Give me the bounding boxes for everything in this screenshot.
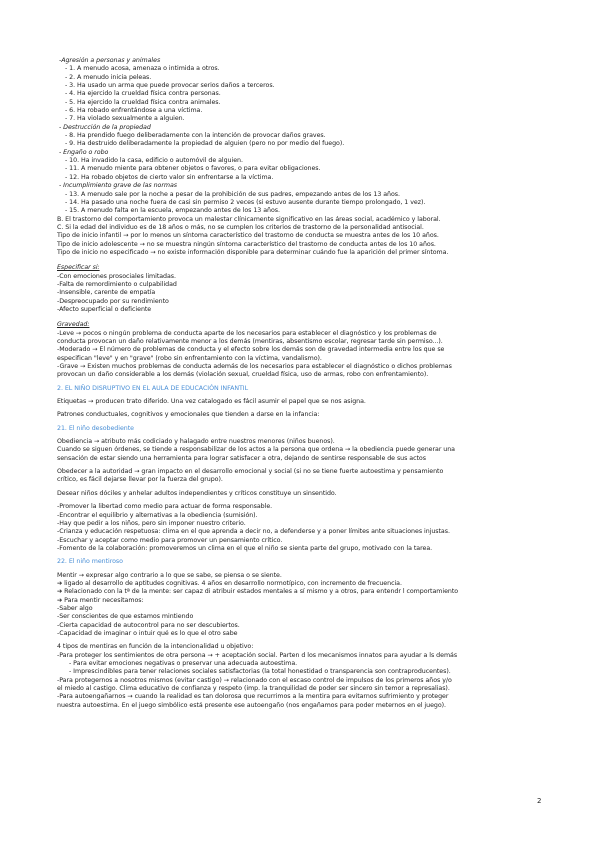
text-line: crítico, es fácil dejarse llevar por la fuerza del grupo). bbox=[57, 476, 223, 484]
text-line: -Grave → Existen muchos problemas de conducta además de los necesarios para establecer el diagnóstico o dichos problemas bbox=[57, 363, 452, 371]
text-line: especifican "leve" y en "grave" (robo sin enfrentamiento con la víctima, vandalismo). bbox=[57, 354, 322, 362]
text-line: - 4. Ha ejercido la crueldad física contra personas. bbox=[65, 90, 221, 98]
text-line: -Leve → pocos o ningún problema de conducta aparte de los necesarios para establecer el diagnóstico y los problemas de bbox=[57, 329, 437, 337]
text-line: -Agresión a personas y animales bbox=[59, 57, 161, 64]
text-line: - 8. Ha prendido fuego deliberadamente con la intención de provocar daños graves. bbox=[65, 132, 326, 140]
text-line: -Moderado → El número de problemas de conducta y el efecto sobre los demás son de gravedad intermedia entre los que se bbox=[57, 346, 445, 354]
text-line: ➔ Relacionado con la tª de la mente: ser capaz di atribuir estados mentales a sí mismo y a otros, para entendr l comportamiento bbox=[57, 588, 459, 596]
text-line: Desear niños dóciles y anhelar adultos independientes y críticos constituye un sinsentido. bbox=[57, 489, 337, 497]
text-line: -Promover la libertad como medio para actuar de forma responsable. bbox=[57, 503, 273, 511]
text-line: -Para proteger los sentimientos de otra persona → + aceptación social. Parten d los mecanismos innatos para ayudar a ls demás bbox=[57, 651, 458, 659]
text-line: - Para evitar emociones negativas o preservar una adecuada autoestima. bbox=[69, 660, 298, 667]
text-line: Cuando se siguen órdenes, se tiende a responsabilizar de los actos a la persona que ordena → la obediencia puede generar una bbox=[57, 446, 455, 454]
text-line: Obediencia → atributo más codiciado y halagado entre nuestros menores (niños buenos). bbox=[57, 438, 335, 446]
spacer bbox=[57, 257, 545, 264]
text-line: sensación de estar siendo una herramienta para lograr satisfacer a otra, dejando de sentirse responsable de sus actos bbox=[57, 454, 426, 462]
text-line: 4 tipos de mentiras en función de la intencionalidad u objetivo: bbox=[57, 643, 254, 651]
section-heading: 22. El niño mentiroso bbox=[57, 558, 123, 566]
text-line: Obedecer a la autoridad → gran impacto en el desarrollo emocional y social (si no se tiene fuerte autoestima y pensamiento bbox=[57, 468, 444, 476]
text-line: -Encontrar el equilibrio y alternativas a la obediencia (sumisión). bbox=[57, 511, 258, 519]
text-line: -Para autoengañarnos → cuando la realidad es tan dolorosa que recurrimos a la mentira para evitarnos sufrimiento y proteger bbox=[57, 693, 449, 701]
text-line: - 5. Ha ejercido la crueldad física contra animales. bbox=[65, 98, 221, 106]
text-line: - 3. Ha usado un arma que puede provocar serios daños a terceros. bbox=[65, 82, 275, 90]
text-line: - 9. Ha destruido deliberadamente la propiedad de alguien (pero no por medio del fuego). bbox=[65, 140, 345, 148]
text-line: - Imprescindibles para tener relaciones sociales satisfactorias (la total honestidad o transparencia son contraproducentes). bbox=[69, 668, 451, 676]
text-line: -Fomento de la colaboración: promoveremos un clima en el que el niño se sienta parte del grupo, motivado con la tarea. bbox=[57, 544, 433, 552]
text-line: -Crianza y educación respetuosa: clima en el que aprenda a decir no, a defenderse y a poner límites ante situaciones injustas. bbox=[57, 528, 450, 536]
text-line: -Hay que pedir a los niños, pero sin imponer nuestro criterio. bbox=[57, 519, 246, 527]
text-line: nuestra autoestima. En el juego simbólico está presente ese autoengaño (nos engañamos para poder meternos en el juego). bbox=[57, 701, 447, 709]
text-line: Patrones conductuales, cognitivos y emocionales que tienden a darse en la infancia: bbox=[57, 411, 320, 419]
text-line: - 6. Ha robado enfrentándose a una víctima. bbox=[65, 107, 203, 115]
text-line: -Para protegernos a nosotros mismos (evitar castigo) → relacionado con el escaso control de impulsos de los primeros años y/o bbox=[57, 676, 452, 684]
text-line: - 7. Ha violado sexualmente a alguien. bbox=[65, 115, 185, 123]
text-line: el miedo al castigo. Clima educativo de confianza y respeto (imp. la tranquilidad de poder ser sincero sin temor a represalias). bbox=[57, 685, 450, 693]
text-line: - 1. A menudo acosa, amenaza o intimida a otros. bbox=[65, 65, 220, 73]
text-line: provocan un daño considerable a los demás (violación sexual, crueldad física, uso de armas, robo con enfrentamiento). bbox=[57, 371, 429, 379]
text-line: - 14. Ha pasado una noche fuera de casi sin permiso 2 veces (si estuvo ausente durante tiempo prolongado, 1 vez). bbox=[65, 198, 426, 206]
text-line: -Con emociones prosociales limitadas. bbox=[57, 272, 176, 280]
text-line: -Despreocupado por su rendimiento bbox=[57, 297, 169, 305]
text-line: -Afecto superficial o deficiente bbox=[57, 305, 152, 313]
document-body bbox=[57, 57, 545, 710]
text-line: B. El trastorno del comportamiento provoca un malestar clínicamente significativo en las áreas social, académico y laboral. bbox=[57, 215, 441, 223]
text-line: - 10. Ha invadido la casa, edificio o automóvil de alguien. bbox=[65, 157, 243, 165]
text-line: -Insensible, carente de empatía bbox=[57, 289, 156, 297]
section-heading: 21. El niño desobediente bbox=[57, 424, 134, 432]
spacer bbox=[57, 314, 545, 321]
text-line: - 12. Ha robado objetos de cierto valor sin enfrentarse a la víctima. bbox=[65, 173, 274, 181]
text-line: -Falta de remordimiento o culpabilidad bbox=[57, 280, 177, 288]
text-line: -Escuchar y aceptar como medio para promover un pensamiento crítico. bbox=[57, 536, 283, 544]
text-line: Tipo de inicio adolescente → no se muestra ningún síntoma característico del trastorno de conducta antes de los 10 años. bbox=[57, 240, 436, 248]
text-line: Especificar si: bbox=[57, 264, 100, 272]
text-line: ➔ ligado al desarrollo de aptitudes cognitivas. 4 años en desarrollo normotípico, con incremento de frecuencia. bbox=[57, 579, 402, 587]
text-line: -Capacidad de imaginar o intuir qué es lo que el otro sabe bbox=[57, 629, 238, 637]
text-line: -Ser conscientes de que estamos mintiendo bbox=[57, 613, 194, 621]
text-line: - 11. A menudo miente para obtener objetos o favores, o para evitar obligaciones. bbox=[65, 165, 321, 173]
text-line: ➔ Para mentir necesitamos: bbox=[57, 596, 144, 604]
text-line: -Saber algo bbox=[57, 604, 93, 612]
text-line: Gravedad: bbox=[57, 321, 90, 329]
text-line: - Engaño o robo bbox=[59, 148, 109, 156]
text-line: Tipo de inicio infantil → por lo menos un síntoma característico del trastorno de conducta se muestra antes de los 10 años. bbox=[57, 232, 439, 240]
section-heading: 2. EL NIÑO DISRUPTIVO EN EL AULA DE EDUCACIÓN INFANTIL bbox=[57, 384, 249, 392]
text-line: - Destrucción de la propiedad bbox=[59, 123, 151, 131]
page-number: 2 bbox=[537, 797, 542, 805]
text-line: conducta provocan un daño relativamente menor a los demás (mentiras, absentismo escolar, regresar tarde sin permiso...). bbox=[57, 338, 443, 345]
text-line: - Incumplimiento grave de las normas bbox=[59, 182, 177, 190]
text-line: Mentir → expresar algo contrario a lo que se sabe, se piensa o se siente. bbox=[57, 571, 282, 579]
text-line: - 15. A menudo falta en la escuela, empezando antes de los 13 años. bbox=[65, 207, 280, 215]
text-line: - 2. A menudo inicia peleas. bbox=[65, 73, 152, 81]
text-line: -Cierta capacidad de autocontrol para no ser descubiertos. bbox=[57, 621, 240, 629]
text-line: Tipo de inicio no especificado → no existe información disponible para determinar cuándo fue la aparición del primer síntoma. bbox=[57, 248, 449, 256]
text-line: C. Si la edad del individuo es de 18 años o más, no se cumplen los criterios de trastorno de la personalidad antisocial. bbox=[57, 223, 424, 231]
text-line: Etiquetas → producen trato diferido. Una vez catalogado es fácil asumir el papel que se nos asigna. bbox=[57, 398, 366, 406]
text-line: - 13. A menudo sale por la noche a pesar de la prohibición de sus padres, empezando antes de los 13 años. bbox=[65, 190, 400, 198]
